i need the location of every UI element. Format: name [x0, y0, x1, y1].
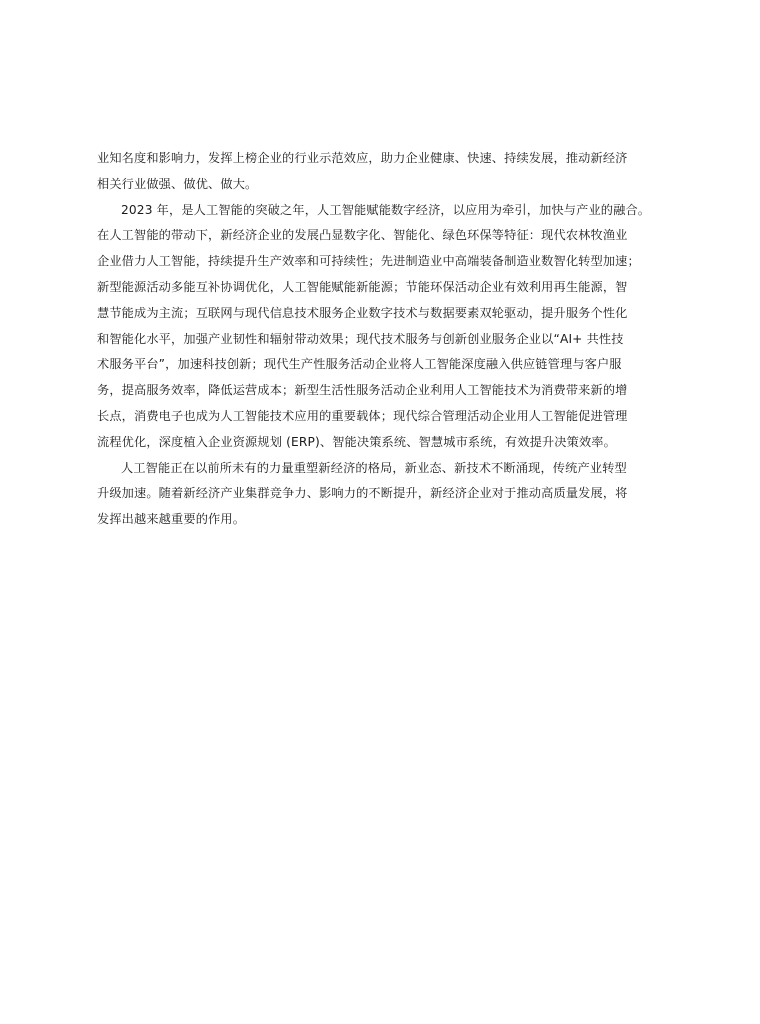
text-line: 新型能源活动多能互补协调优化，人工智能赋能新能源；节能环保活动企业有效利用再生能源，智 — [97, 279, 628, 294]
text-line: 长点，消费电子也成为人工智能技术应用的重要载体；现代综合管理活动企业用人工智能促进管理 — [97, 408, 628, 423]
text-line: 企业借力人工智能，持续提升生产效率和可持续性；先进制造业中高端装备制造业数智化转型加速； — [97, 254, 640, 269]
text-line: 慧节能成为主流；互联网与现代信息技术服务企业数字技术与数据要素双轮驱动，提升服务个性化 — [97, 305, 628, 320]
text-line: 升级加速。随着新经济产业集群竞争力、影响力的不断提升，新经济企业对于推动高质量发展，将 — [97, 486, 628, 501]
text-line: 相关行业做强、做优、做大。 — [97, 176, 258, 191]
text-line: 流程优化，深度植入企业资源规划 (ERP)、智能决策系统、智慧城市系统，有效提升决策效率。 — [97, 434, 616, 449]
text-line: 发挥出越来越重要的作用。 — [97, 512, 246, 527]
text-line: 和智能化水平，加强产业韧性和辐射带动效果；现代技术服务与创新创业服务企业以“AI+ 共性技 — [97, 331, 624, 346]
text-line: 在人工智能的带动下，新经济企业的发展凸显数字化、智能化、绿色环保等特征：现代农林牧渔业 — [97, 228, 628, 243]
text-line: 术服务平台”，加速科技创新；现代生产性服务活动企业将人工智能深度融入供应链管理与客户服 — [97, 357, 622, 372]
paragraph-first-line: 人工智能正在以前所未有的力量重塑新经济的格局，新业态、新技术不断涌现，传统产业转型 — [121, 460, 627, 475]
text-line: 务，提高服务效率，降低运营成本；新型生活性服务活动企业利用人工智能技术为消费带来新的增 — [97, 383, 628, 398]
text-line: 业知名度和影响力，发挥上榜企业的行业示范效应，助力企业健康、快速、持续发展，推动新经济 — [97, 151, 628, 165]
body-text — [97, 148, 651, 535]
paragraph-first-line: 2023 年，是人工智能的突破之年，人工智能赋能数字经济，以应用为牵引，加快与产业的融合。 — [121, 202, 651, 217]
